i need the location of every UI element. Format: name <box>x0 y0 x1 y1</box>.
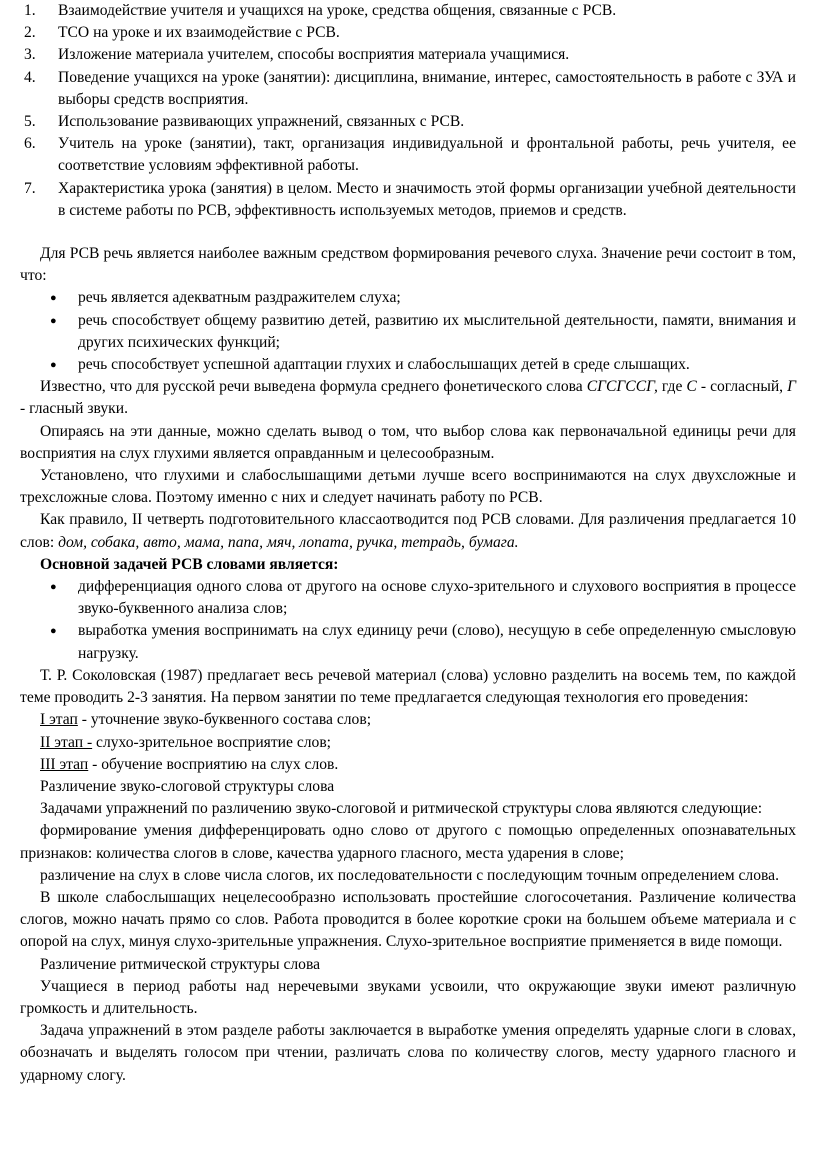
stage-text: слухо-зрительное восприятие слов; <box>92 733 332 751</box>
item-text: Характеристика урока (занятия) в целом. Место и значимость этой формы организации учебной деятельности в системе работы по РСВ, эффективность используемых методов, приемов и средств. <box>58 179 796 219</box>
bullet-item <box>20 287 796 309</box>
formula-text: - гласный звуки. <box>20 400 128 418</box>
vowel-letter: Г <box>787 378 796 396</box>
list-item <box>20 111 796 133</box>
list-item <box>20 178 796 222</box>
rule-text: Как правило, II четверть подготовительного классаотводится под РСВ словами. Для различения предлагается 10 слов: <box>20 511 796 551</box>
spacer <box>20 222 796 243</box>
school-paragraph: В школе слабослышащих нецелесообразно использовать простейшие слогосочетания. Различение количества слогов, можно начать прямо со слов. Работа проводится в более короткие сроки на большем объеме материала и с опорой на слух, минуя слухо-зрительные упражнения. Слухо-зрительное восприятие применяется в виде помощи. <box>20 888 796 951</box>
stage-label: I этап <box>40 711 78 729</box>
forming-paragraph: формирование умения дифференцировать одно слово от другого с помощью определенных опознавательных признаков: количества слогов в слове, качества ударного гласного, места ударения в слове; <box>20 822 796 862</box>
conclusion-paragraph: Опираясь на эти данные, можно сделать вывод о том, что выбор слова как первоначальной единицы речи для восприятия на слух глухими является оправданным и целесообразным. <box>20 422 796 462</box>
item-number: 1. <box>24 2 36 19</box>
item-number: 3. <box>24 46 36 64</box>
stage-line <box>20 709 796 731</box>
item-number: 4. <box>24 68 36 86</box>
bullet-icon: ● <box>50 625 57 638</box>
exercise-paragraph: Задача упражнений в этом разделе работы заключается в выработке умения определять ударные слоги в словах, обозначать и выделять голосом при чтении, различать слова по количеству слогов, месту ударного гласного и ударному слогу. <box>20 1022 796 1084</box>
rhythm-heading: Различение ритмической структуры слова <box>40 955 321 973</box>
item-text: Взаимодействие учителя и учащихся на уроке, средства общения, связанные с РСВ. <box>58 2 617 19</box>
tasks-paragraph: Задачами упражнений по различению звуко-слоговой и ритмической структуры слова являются следующие: <box>40 800 763 818</box>
bullet-text: речь является адекватным раздражителем слуха; <box>78 289 401 307</box>
stage-label: II этап - <box>40 733 93 751</box>
bullet-icon: ● <box>50 581 57 594</box>
bullet-icon: ● <box>50 314 57 327</box>
numbered-list <box>20 0 796 222</box>
bullet-text: речь способствует общему развитию детей, развитию их мыслительной деятельности, памяти, внимания и других психических функций; <box>78 311 796 351</box>
students-paragraph: Учащиеся в период работы над неречевыми звуками усвоили, что окружающие звуки имеют различную громкость и длительность. <box>20 977 796 1017</box>
stage-line <box>20 732 796 754</box>
bullet-text: выработка умения воспринимать на слух единицу речи (слово), несущую в себе определенную смысловую нагрузку. <box>78 622 796 662</box>
item-number: 5. <box>24 113 36 131</box>
sokolovskaya-paragraph: Т. Р. Соколовская (1987) предлагает весь речевой материал (слова) условно разделить на восемь тем, по каждой теме проводить 2-3 занятия. На первом занятии по теме предлагается следующая технология его проведения: <box>20 666 796 707</box>
bullet-icon: ● <box>50 359 57 372</box>
word-list: дом, собака, авто, мама, папа, мяч, лопата, ручка, тетрадь, бумага. <box>58 533 519 551</box>
list-item <box>20 22 796 44</box>
list-item <box>20 67 796 111</box>
task-bullet-list <box>20 576 796 665</box>
consonant-letter: С <box>686 378 697 396</box>
speech-bullet-list <box>20 287 796 376</box>
rule-paragraph <box>20 509 796 553</box>
formula-text: Известно, что для русской речи выведена формула среднего фонетического слова <box>40 378 587 396</box>
intro-paragraph: Для РСВ речь является наиболее важным средством формирования речевого слуха. Значение речи состоит в том, что: <box>20 245 796 285</box>
item-text: Использование развивающих упражнений, связанных с РСВ. <box>58 113 465 131</box>
syllable-heading: Различение звуко-слоговой структуры слова <box>40 777 335 795</box>
formula-text: где <box>657 378 687 396</box>
formula-text: - согласный, <box>696 378 788 396</box>
main-task-heading <box>20 554 796 576</box>
item-text: Поведение учащихся на уроке (занятии): дисциплина, внимание, интерес, самостоятельность в работе с ЗУА и выборы средств восприятия. <box>58 68 796 108</box>
bullet-item <box>20 310 796 354</box>
main-task-heading-text: Основной задачей РСВ словами является: <box>40 555 339 573</box>
list-item <box>20 44 796 66</box>
item-text: ТСО на уроке и их взаимодействие с РСВ. <box>58 24 340 42</box>
distinguish-paragraph: различение на слух в слове числа слогов, их последовательности с последующим точным определением слова. <box>40 866 779 884</box>
bullet-icon: ● <box>50 292 57 305</box>
item-number: 7. <box>24 179 36 197</box>
list-item <box>20 133 796 177</box>
bullet-item <box>20 354 796 376</box>
item-text: Учитель на уроке (занятии), такт, организация индивидуальной и фронтальной работы, речь учителя, ее соответствие условиям эффективной работы. <box>58 135 796 175</box>
formula-value: СГСГССГ, <box>586 378 658 396</box>
bullet-text: речь способствует успешной адаптации глухих и слабослышащих детей в среде слышащих. <box>78 356 690 374</box>
item-number: 2. <box>24 24 36 42</box>
list-item <box>20 0 796 22</box>
stage-line <box>20 754 796 776</box>
stage-label: III этап <box>40 755 89 773</box>
bullet-text: дифференциация одного слова от другого на основе слухо-зрительного и слухового восприятия в процессе звуко-буквенного анализа слов; <box>78 578 796 618</box>
item-number: 6. <box>24 135 36 153</box>
bullet-item <box>20 620 796 664</box>
stage-text: - обучение восприятию на слух слов. <box>88 755 339 773</box>
established-paragraph: Установлено, что глухими и слабослышащими детьми лучше всего воспринимаются на слух двухсложные и трехсложные слова. Поэтому именно с них и следует начинать работу по РСВ. <box>20 467 796 507</box>
bullet-item <box>20 576 796 620</box>
formula-paragraph <box>20 376 796 420</box>
item-text: Изложение материала учителем, способы восприятия материала учащимися. <box>58 46 570 64</box>
stage-text: - уточнение звуко-буквенного состава слов; <box>77 711 372 729</box>
